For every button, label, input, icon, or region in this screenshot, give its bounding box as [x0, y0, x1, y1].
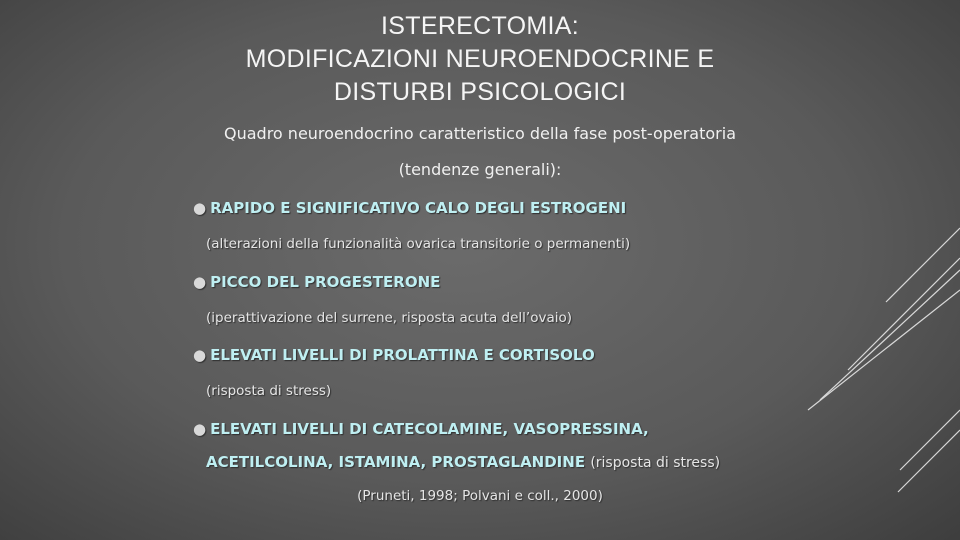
bullet-heading: PICCO DEL PROGESTERONE [210, 273, 441, 291]
bullet-dot: ● [193, 420, 207, 438]
subtitle-line-1: Quadro neuroendocrino caratteristico della fase post-operatoria [224, 124, 736, 143]
bullet-heading-cont: ACETILCOLINA, ISTAMINA, PROSTAGLANDINE [206, 453, 586, 471]
bullet-note-1: (alterazioni della funzionalità ovarica transitorie o permanenti) [206, 236, 631, 252]
bullet-item-1 [193, 199, 626, 217]
bullet-dot: ● [193, 273, 207, 291]
bullet-heading: ELEVATI LIVELLI DI CATECOLAMINE, VASOPRESSINA, [210, 420, 649, 438]
bullet-note-4: (risposta di stress) [590, 455, 721, 471]
subtitle-line-2: (tendenze generali): [398, 160, 562, 179]
title-line-3: DISTURBI PSICOLOGICI [333, 78, 627, 106]
bullet-item-2 [193, 273, 440, 291]
slide-title [160, 10, 800, 109]
bullet-item-4 [193, 420, 649, 438]
title-line-2: MODIFICAZIONI NEUROENDOCRINE E [245, 45, 715, 73]
bullet-heading: ELEVATI LIVELLI DI PROLATTINA E CORTISOLO [210, 346, 595, 364]
bullet-dot: ● [193, 199, 207, 217]
bullet-heading: RAPIDO E SIGNIFICATIVO CALO DEGLI ESTROGENI [210, 199, 627, 217]
title-line-1: ISTERECTOMIA: [381, 12, 579, 40]
bullet-item-4-continuation [206, 453, 720, 471]
citation: (Pruneti, 1998; Polvani e coll., 2000) [357, 488, 603, 504]
bullet-dot: ● [193, 346, 207, 364]
bullet-note-2: (iperattivazione del surrene, risposta acuta dell’ovaio) [206, 310, 573, 326]
bullet-note-3: (risposta di stress) [206, 383, 332, 399]
bullet-item-3 [193, 346, 595, 364]
